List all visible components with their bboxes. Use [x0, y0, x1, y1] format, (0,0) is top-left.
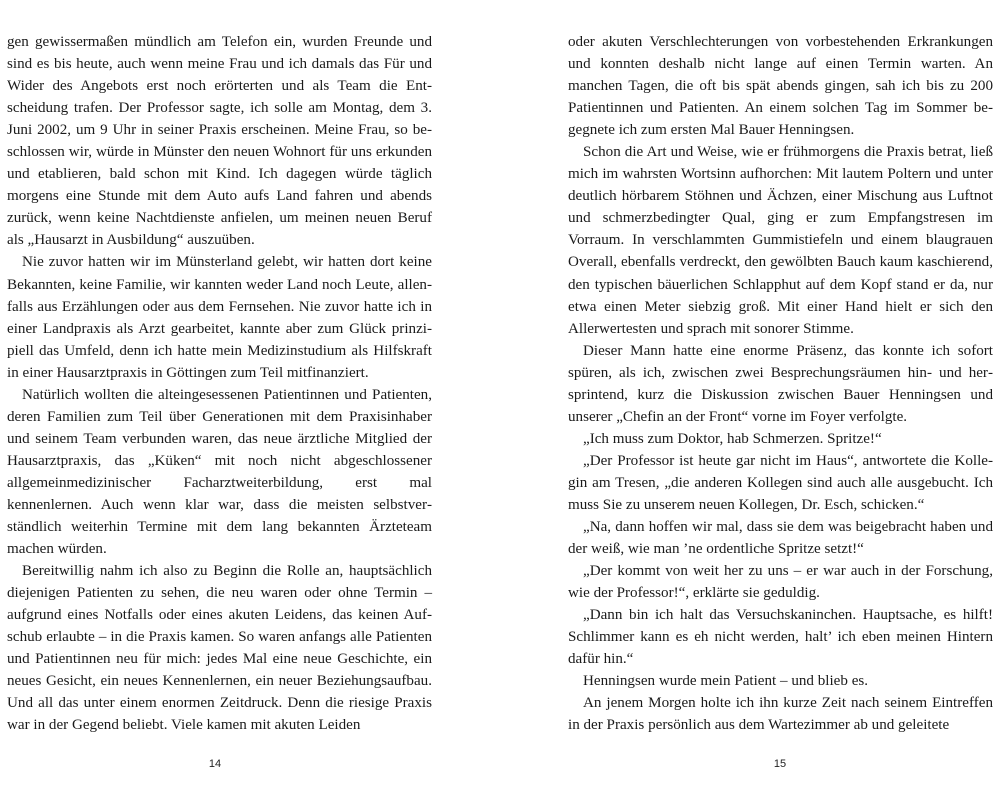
- paragraph: oder akuten Verschlechterungen von vorbestehenden Erkrankungen und konnten deshalb nicht lange auf einen Termin warten. An manchen Tagen, die oft bis spät abends gingen, sah ich bis zu 200 Patientinnen und Patienten. An einem solchen Tag im Sommer begegnete ich zum ersten Mal Bauer Henningsen.: [568, 34, 993, 139]
- paragraph: „Dann bin ich halt das Versuchskaninchen. Hauptsache, es hilft! Schlimmer kann es eh nicht werden, halt’ ich eben meinen Hintern dafür hin.“: [568, 607, 993, 668]
- paragraph: Nie zuvor hatten wir im Münsterland gelebt, wir hatten dort keine Bekannten, keine Familie, wir kannten weder Land noch Leute, allenfalls aus Erzählungen oder aus dem Fernsehen. Nie zuvor hatte ich in einer Landpraxis als Arzt gearbeitet, kannte aber zum Glück prinzipiell das Umfeld, denn ich hatte mein Medizinstudium als Hilfskraft in einer Hausarztpraxis in Göttingen zum Teil mitfinanziert.: [7, 254, 432, 381]
- paragraph: gen gewissermaßen mündlich am Telefon ein, wurden Freunde und sind es bis heute, auch wenn meine Frau und ich damals das Für und Wider des Angebots erst noch erörterten und als Team die Entscheidung trafen. Der Professor sagte, ich solle am Montag, dem 3. Juni 2002, um 9 Uhr in seiner Praxis erscheinen. Meine Frau, so beschlossen wir, würde in Münster den neuen Wohnort für uns erkunden und etablieren, bald schon mit Kind. Ich dagegen würde täglich morgens eine Stunde mit dem Auto aufs Land fahren und abends zurück, wenn keine Nachtdienste anfielen, um meinen neuen Beruf als „Hausarzt in Ausbildung“ auszuüben.: [7, 34, 432, 249]
- paragraph: „Der kommt von weit her zu uns – er war auch in der Forschung, wie der Professor!“, erklärte sie geduldig.: [568, 563, 993, 602]
- paragraph: „Der Professor ist heute gar nicht im Haus“, antwortete die Kollegin am Tresen, „die anderen Kollegen sind auch alle ausgebucht. Ich muss Sie zu unserem neuen Kollegen, Dr. Esch, schicken.“: [568, 452, 993, 513]
- paragraph: Bereitwillig nahm ich also zu Beginn die Rolle an, hauptsächlich diejenigen Patienten zu sehen, die neu waren oder ohne Termin – aufgrund eines Notfalls oder eines akuten Leidens, das keinen Aufschub erlaubte – in die Praxis kamen. So waren anfangs alle Patienten und Patientinnen neu für mich: jedes Mal eine neue Geschichte, ein neues Gesicht, ein neues Kennenlernen, ein neuer Beziehungsaufbau. Und all das unter einem enormen Zeitdruck. Denn die riesige Praxis war in der Gegend beliebt. Viele kamen mit akuten Leiden: [7, 563, 432, 734]
- page-number-right: 15: [773, 758, 787, 770]
- left-page: [7, 31, 432, 737]
- paragraph: Dieser Mann hatte eine enorme Präsenz, das konnte ich sofort spüren, als ich, zwischen zwei Besprechungsräumen hin- und hersprintend, kurz die Diskussion zwischen Bauer Henningsen und unserer „Chefin an der Front“ vorne im Foyer verfolgte.: [568, 342, 993, 425]
- paragraph: Schon die Art und Weise, wie er frühmorgens die Praxis betrat, ließ mich im wahrsten Wortsinn aufhorchen: Mit lautem Poltern und unter deutlich hörbarem Stöhnen und Ächzen, einer Mischung aus Luftnot und schmerzbedingter Qual, ging er zum Empfangstresen im Vorraum. In verschlammten Gummistiefeln und einem blaugrauen Overall, ebenfalls verdreckt, den gewölbten Bauch kaum kaschierend, den typischen bäuerlichen Schlapphut auf dem Kopf stand er da, nur etwa einen Meter siebzig groß. Mit einer Hand hielt er sich den Allerwertesten und sprach mit sonorer Stimme.: [568, 144, 993, 337]
- paragraph: Henningsen wurde mein Patient – und blieb es.: [583, 673, 869, 690]
- paragraph: „Ich muss zum Doktor, hab Schmerzen. Spritze!“: [583, 430, 882, 447]
- paragraph: „Na, dann hoffen wir mal, dass sie dem was beigebracht haben und der weiß, wie man ’ne ordentliche Spritze setzt!“: [568, 519, 993, 558]
- right-page: [568, 31, 993, 737]
- paragraph: Natürlich wollten die alteingesessenen Patientinnen und Patienten, deren Familien zum Teil über Generationen mit dem Praxisinhaber und seinem Team verbunden waren, das neue ärztliche Mitglied der Hausarztpraxis, das „Küken“ mit noch nicht abgeschlossener allgemeinmedizinischer Facharztweiterbildung, erst mal kennenlernen. Auch wenn klar war, dass die meisten selbstverständlich weiterhin Termine mit dem lang bekannten Ärzteteam machen würden.: [7, 386, 432, 558]
- page-number-left: 14: [208, 758, 222, 770]
- paragraph: An jenem Morgen holte ich ihn kurze Zeit nach seinem Eintreffen in der Praxis persönlich aus dem Wartezimmer ab und geleitete: [568, 695, 993, 734]
